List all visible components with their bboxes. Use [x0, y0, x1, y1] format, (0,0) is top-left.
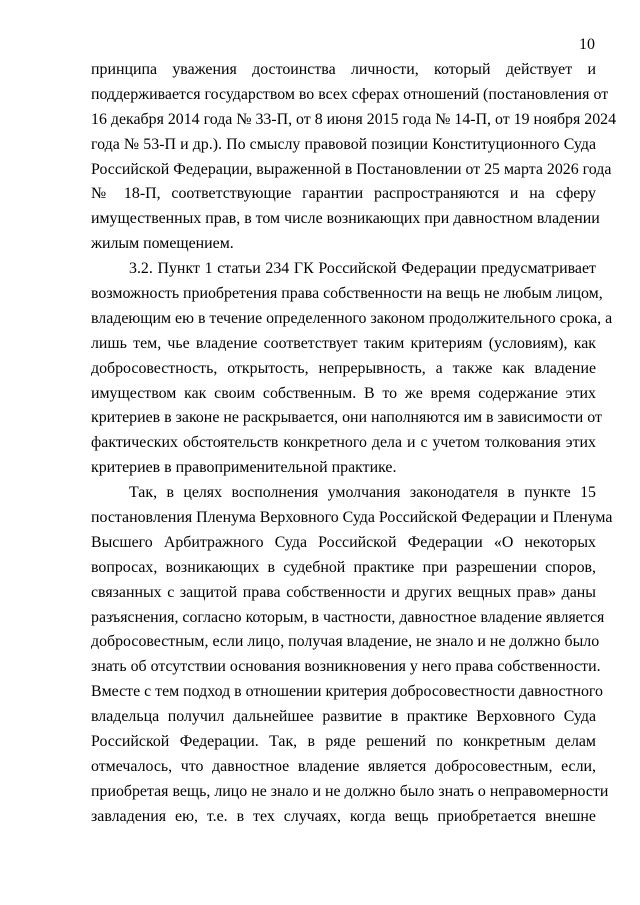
text-line: Вместе с тем подход в отношении критерия добросовестности давностного	[91, 683, 603, 701]
text-line: имущественных прав, в том числе возникающих при давностном владении	[91, 210, 600, 228]
text-line: критериев в правоприменительной практике.	[91, 459, 397, 477]
text-line: Высшего Арбитражного Суда Российской Федерации «О некоторых	[91, 533, 596, 551]
text-line: добросовестность, открытость, непрерывность, а также как владение	[91, 359, 596, 377]
body-text	[91, 58, 617, 830]
text-line: возможность приобретения права собственности на вещь не любым лицом,	[91, 285, 603, 303]
text-line: отмечалось, что давностное владение является добросовестным, если,	[91, 757, 596, 775]
text-line: № 18-П, соответствующие гарантии распространяются и на сферу	[91, 185, 596, 203]
text-line: имуществом как своим собственным. В то же время содержание этих	[91, 384, 596, 402]
text-line: года № 53-П и др.). По смыслу правовой позиции Конституционного Суда	[91, 135, 596, 153]
page-number: 10	[579, 36, 595, 53]
text-line: вопросах, возникающих в судебной практике при разрешении споров,	[91, 558, 596, 576]
text-line: добросовестным, если лицо, получая владение, не знало и не должно было	[91, 633, 600, 651]
text-line: владеющим ею в течение определенного законом продолжительного срока, а	[91, 309, 613, 327]
text-line: связанных с защитой права собственности и других вещных прав» даны	[91, 583, 596, 601]
text-line: владельца получил дальнейшее развитие в практике Верховного Суда	[91, 708, 596, 726]
text-line: Российской Федерации, выраженной в Постановлении от 25 марта 2026 года	[91, 160, 612, 178]
text-line: знать об отсутствии основания возникновения у него права собственности.	[91, 658, 601, 676]
text-line: постановления Пленума Верховного Суда Российской Федерации и Пленума	[91, 509, 613, 527]
text-line: лишь тем, чье владение соответствует таким критериям (условиям), как	[91, 334, 596, 352]
text-line: жилым помещением.	[91, 235, 234, 253]
text-line: разъяснения, согласно которым, в частности, давностное владение является	[91, 608, 605, 626]
text-line: Российской Федерации. Так, в ряде решений по конкретным делам	[91, 733, 596, 751]
text-line: приобретая вещь, лицо не знало и не должно было знать о неправомерности	[91, 782, 609, 800]
text-line: критериев в законе не раскрывается, они наполняются им в зависимости от	[91, 409, 602, 427]
text-line: принципа уважения достоинства личности, который действует и	[91, 61, 596, 78]
text-line: поддерживается государством во всех сферах отношений (постановления от	[91, 85, 609, 103]
text-line: 16 декабря 2014 года № 33-П, от 8 июня 2015 года № 14-П, от 19 ноября 2024	[91, 110, 617, 128]
text-line: завладения ею, т.е. в тех случаях, когда вещь приобретается внешне	[91, 807, 596, 825]
text-line: Так, в целях восполнения умолчания законодателя в пункте 15	[129, 484, 596, 502]
text-line: фактических обстоятельств конкретного дела и с учетом толкования этих	[91, 434, 596, 452]
text-line: 3.2. Пункт 1 статьи 234 ГК Российской Федерации предусматривает	[129, 260, 596, 278]
